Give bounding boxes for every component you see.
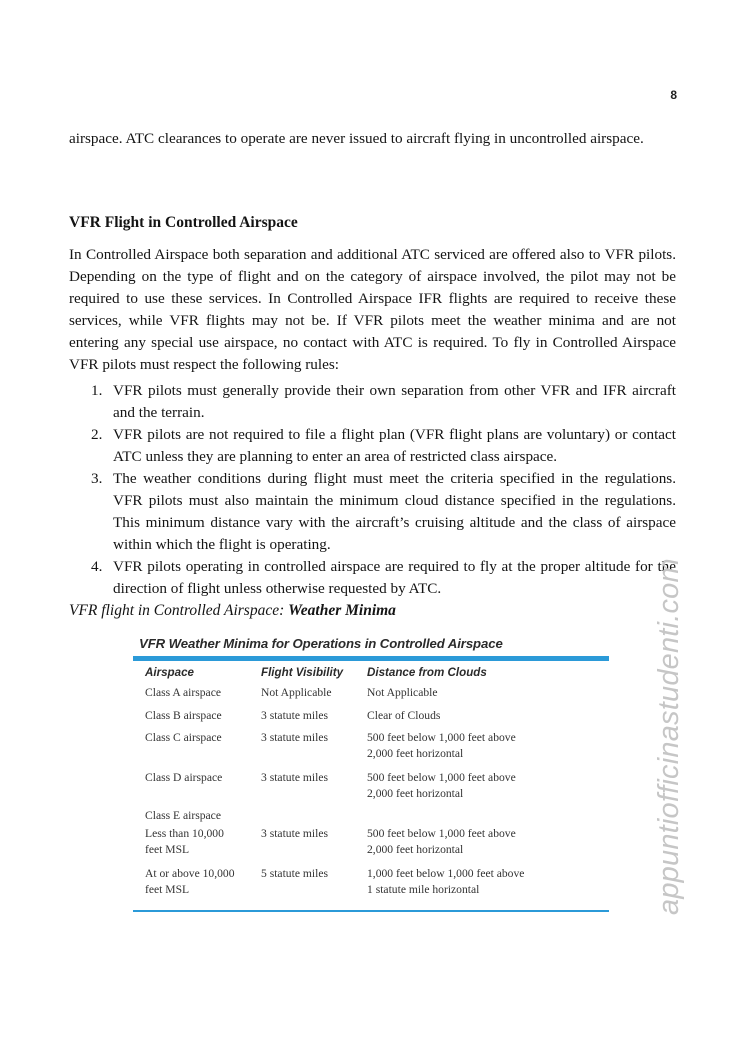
cell-clouds: Not Applicable (367, 686, 438, 699)
cell-clouds: 500 feet below 1,000 feet above 2,000 feet horizontal (367, 731, 516, 760)
rules-list (69, 380, 676, 600)
rule-item (69, 468, 676, 556)
rule-text: VFR pilots must generally provide their own separation from other VFR and IFR aircraft and the terrain. (113, 382, 676, 421)
cell-clouds: 500 feet below 1,000 feet above 2,000 feet horizontal (367, 827, 516, 856)
cell-airspace: Class A airspace (145, 686, 221, 699)
cell-clouds: 1,000 feet below 1,000 feet above 1 statute mile horizontal (367, 867, 525, 896)
rule-number: 4. (91, 558, 103, 575)
page-number: 8 (670, 88, 677, 102)
weather-minima-figure (133, 630, 609, 914)
cell-clouds: 500 feet below 1,000 feet above 2,000 feet horizontal (367, 771, 516, 800)
header-clouds: Distance from Clouds (367, 666, 487, 679)
caption-prefix: VFR flight in Controlled Airspace: (69, 602, 289, 619)
cell-visibility: 3 statute miles (261, 827, 328, 840)
rule-number: 3. (91, 470, 103, 487)
rule-text: VFR pilots operating in controlled airspace are required to fly at the proper altitude for the direction of flight unless otherwise requested by ATC. (113, 558, 676, 597)
cell-airspace: Class E airspace (145, 809, 221, 822)
cell-visibility: Not Applicable (261, 686, 332, 699)
cell-airspace: Less than 10,000 feet MSL (145, 827, 224, 856)
rule-item (69, 556, 676, 600)
cell-visibility: 3 statute miles (261, 731, 328, 744)
cell-airspace: Class D airspace (145, 771, 223, 784)
watermark-text: appuntiofficinastudenti.com (653, 558, 685, 915)
rule-number: 1. (91, 382, 103, 399)
cell-visibility: 3 statute miles (261, 709, 328, 722)
cell-visibility: 3 statute miles (261, 771, 328, 784)
header-airspace: Airspace (145, 666, 194, 679)
header-visibility: Flight Visibility (261, 666, 344, 679)
figure-caption (69, 602, 396, 620)
rule-text: The weather conditions during flight must meet the criteria specified in the regulations. VFR pilots must also maintain the minimum cloud distance specified in the regulations. This minimum distance vary with the aircraft’s cruising altitude and the class of airspace within which the flight is operating. (113, 470, 676, 553)
figure-bottom-rule (133, 910, 609, 912)
rule-text: VFR pilots are not required to file a flight plan (VFR flight plans are voluntary) or contact ATC unless they are planning to enter an area of restricted class airspace. (113, 426, 676, 465)
cell-airspace: Class B airspace (145, 709, 222, 722)
rule-number: 2. (91, 426, 103, 443)
rule-item (69, 380, 676, 424)
cell-airspace: Class C airspace (145, 731, 222, 744)
figure-title: VFR Weather Minima for Operations in Controlled Airspace (139, 636, 503, 651)
cell-clouds: Clear of Clouds (367, 709, 441, 722)
figure-top-rule (133, 656, 609, 661)
cell-visibility: 5 statute miles (261, 867, 328, 880)
cell-airspace: At or above 10,000 feet MSL (145, 867, 235, 896)
main-paragraph: In Controlled Airspace both separation and additional ATC serviced are offered also to VFR pilots. Depending on the type of flight and on the category of airspace involved, the pilot may not be required to use these services. In Controlled Airspace IFR flights are required to receive these services, while VFR flights may not be. If VFR pilots meet the weather minima and are not entering any special use airspace, no contact with ATC is required. To fly in Controlled Airspace VFR pilots must respect the following rules: (69, 246, 676, 373)
caption-bold: Weather Minima (288, 602, 396, 619)
section-heading: VFR Flight in Controlled Airspace (69, 214, 298, 231)
rule-item (69, 424, 676, 468)
intro-paragraph: airspace. ATC clearances to operate are never issued to aircraft flying in uncontrolled airspace. (69, 130, 644, 147)
